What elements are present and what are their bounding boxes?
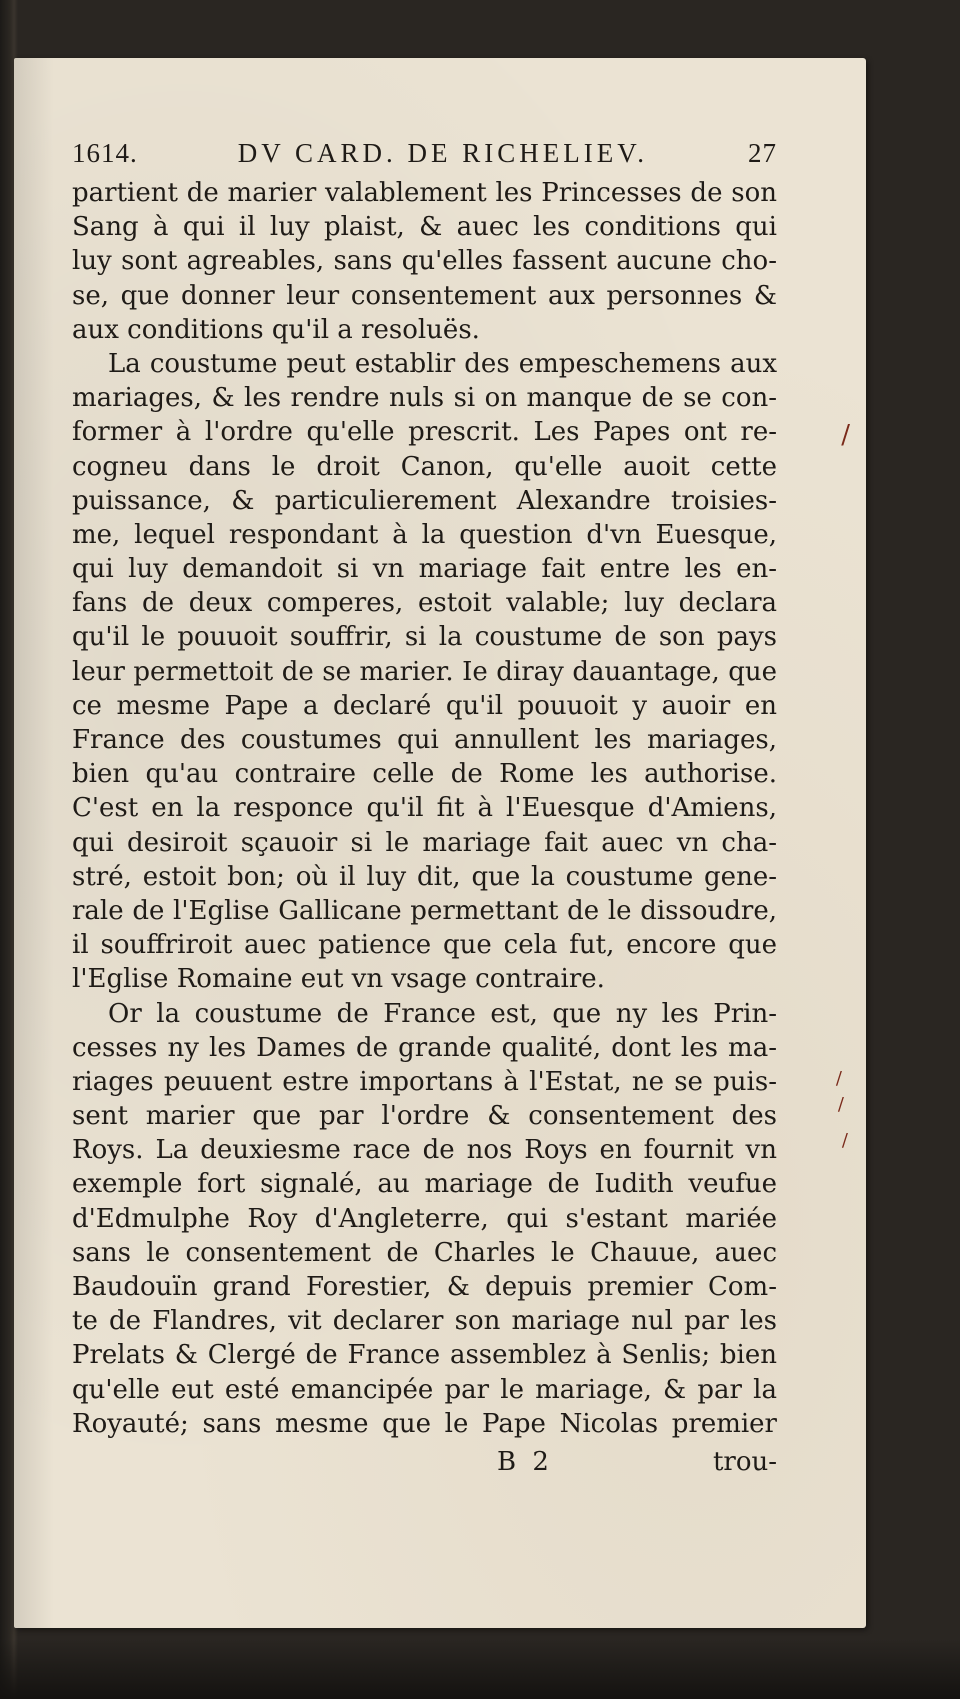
- text-line: sans le consentement de Charles le Chauue, auec: [72, 1237, 777, 1268]
- margin-mark: /: [841, 1130, 848, 1151]
- page-number: 27: [747, 138, 777, 168]
- text-line: aux conditions qu'il a resoluës.: [72, 314, 480, 345]
- text-line: Prelats & Clergé de France assemblez à Senlis; bien: [72, 1340, 777, 1371]
- page-text: [72, 136, 777, 1481]
- text-line: l'Eglise Romaine eut vn vsage contraire.: [72, 964, 605, 995]
- text-line: stré, estoit bon; où il luy dit, que la coustume gene-: [72, 861, 777, 892]
- text-line: bien qu'au contraire celle de Rome les authorise.: [72, 759, 777, 790]
- text-line: cesses ny les Dames de grande qualité, dont les ma-: [72, 1032, 777, 1063]
- text-line: qu'elle eut esté emancipée par le mariage, & par la: [72, 1374, 777, 1405]
- text-line: former à l'ordre qu'elle prescrit. Les Papes ont re-: [72, 417, 777, 448]
- scan-shadow: [0, 1639, 960, 1699]
- text-line: qu'il le pouuoit souffrir, si la coustume de son pays: [72, 622, 777, 653]
- text-line: il souffriroit auec patience que cela fut, encore que: [72, 930, 777, 961]
- text-line: C'est en la responce qu'il fit à l'Euesque d'Amiens,: [72, 793, 777, 824]
- text-line: exemple fort signalé, au mariage de Iudith veufue: [72, 1169, 777, 1200]
- text-line: rale de l'Eglise Gallicane permettant de le dissoudre,: [72, 895, 777, 926]
- text-line: qui luy demandoit si vn mariage fait entre les en-: [72, 554, 777, 585]
- text-line: Sang à qui il luy plaist, & auec les conditions qui: [72, 212, 777, 243]
- text-line: La coustume peut establir des empeschemens aux: [108, 348, 777, 379]
- body-text: [72, 176, 777, 1441]
- text-line: ce mesme Pape a declaré qu'il pouuoit y auoir en: [72, 690, 777, 721]
- text-line: Royauté; sans mesme que le Pape Nicolas premier: [72, 1408, 777, 1439]
- margin-mark: /: [841, 420, 850, 450]
- text-line: Roys. La deuxiesme race de nos Roys en fournit vn: [72, 1135, 777, 1166]
- text-line: se, que donner leur consentement aux personnes &: [72, 280, 777, 311]
- text-line: d'Edmulphe Roy d'Angleterre, qui s'estant mariée: [72, 1203, 777, 1234]
- margin-mark: /: [837, 1094, 844, 1115]
- signature-mark: B 2: [497, 1446, 553, 1477]
- margin-mark: /: [835, 1068, 842, 1089]
- text-line: cogneu dans le droit Canon, qu'elle auoit cette: [72, 451, 777, 482]
- text-line: te de Flandres, vit declarer son mariage nul par les: [72, 1306, 777, 1337]
- catchword: trou-: [712, 1446, 777, 1477]
- text-line: me, lequel respondant à la question d'vn Euesque,: [72, 519, 777, 550]
- text-line: mariages, & les rendre nuls si on manque de se con-: [72, 383, 777, 414]
- text-line: partient de marier valablement les Princesses de son: [72, 178, 777, 208]
- text-line: Or la coustume de France est, que ny les Prin-: [108, 998, 777, 1029]
- text-line: sent marier que par l'ordre & consentement des: [72, 1101, 777, 1132]
- page-header: [72, 136, 777, 176]
- text-line: qui desiroit sçauoir si le mariage fait auec vn cha-: [72, 827, 777, 858]
- text-line: leur permettoit de se marier. Ie diray dauantage, que: [72, 656, 777, 687]
- running-title: DV CARD. DE RICHELIEV.: [237, 138, 648, 168]
- text-line: luy sont agreables, sans qu'elles fassent aucune cho-: [72, 246, 777, 277]
- text-line: riages peuuent estre importans à l'Estat, ne se puis-: [72, 1066, 777, 1097]
- book-page: [14, 58, 866, 1628]
- header-year: 1614.: [72, 138, 138, 168]
- text-line: France des coustumes qui annullent les mariages,: [72, 725, 777, 755]
- text-line: Baudouïn grand Forestier, & depuis premier Com-: [72, 1272, 777, 1302]
- page-footer: [72, 1445, 777, 1481]
- text-line: puissance, & particulierement Alexandre troisies-: [72, 485, 777, 516]
- text-line: fans de deux comperes, estoit valable; luy declara: [72, 588, 777, 619]
